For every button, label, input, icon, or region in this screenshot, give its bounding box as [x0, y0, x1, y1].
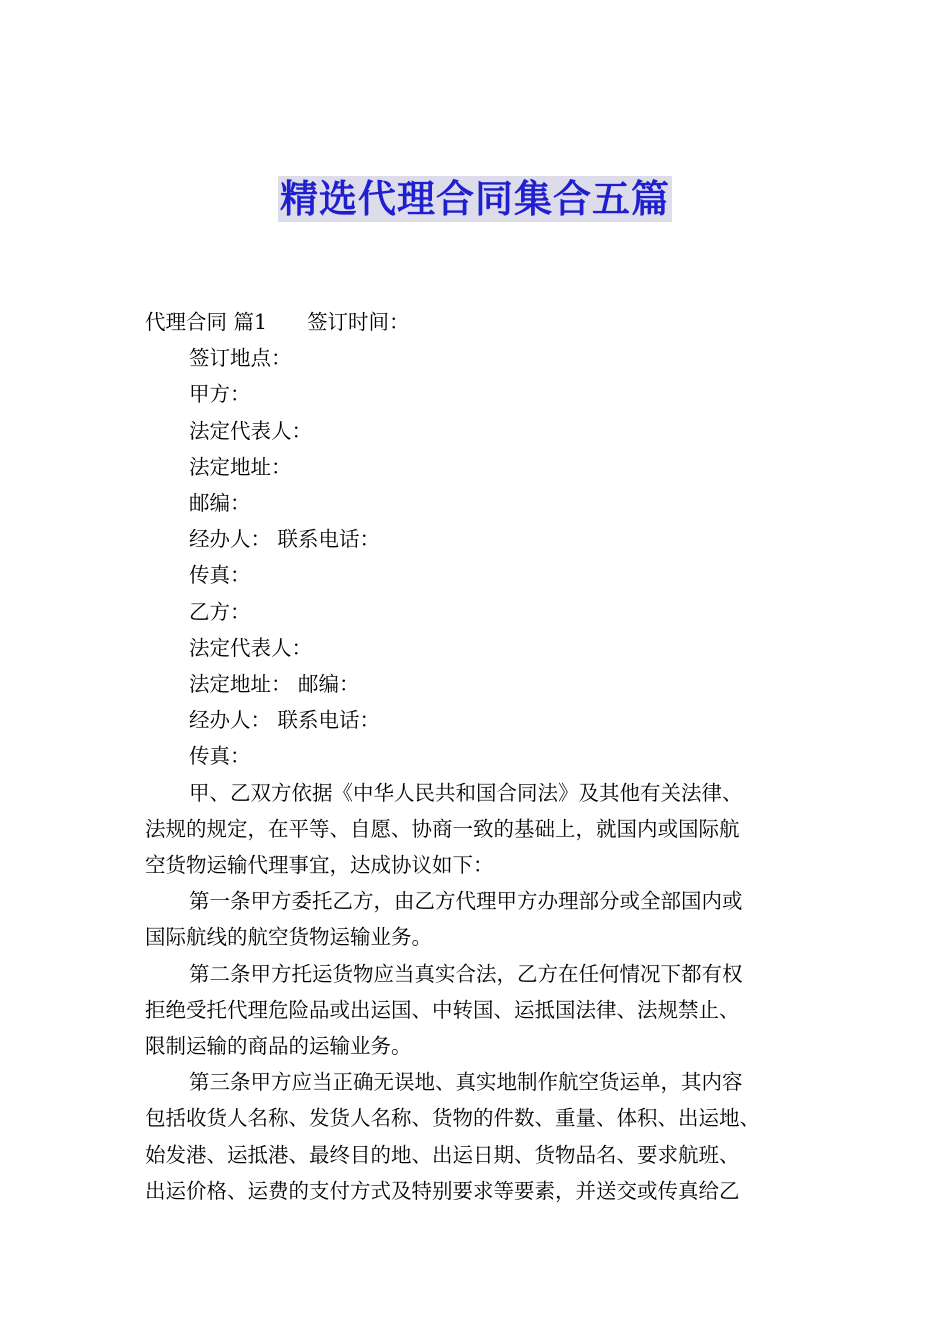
signing-time-label: 签订时间：: [307, 310, 410, 334]
paragraph-line: 始发港、运抵港、最终目的地、出运日期、货物品名、要求航班、: [145, 1142, 740, 1167]
paragraph-line: 第三条甲方应当正确无误地、真实地制作航空货运单，其内容: [189, 1070, 743, 1095]
field-line: 法定地址： 邮编：: [189, 672, 360, 697]
document-title: 精选代理合同集合五篇: [279, 177, 670, 221]
field-line: 经办人： 联系电话：: [189, 527, 381, 552]
field-line: 乙方：: [189, 599, 251, 624]
field-line: 传真：: [189, 744, 251, 769]
field-line: 法定代表人：: [189, 635, 312, 660]
paragraph-line: 国际航线的航空货物运输业务。: [145, 925, 432, 950]
field-line: 传真：: [189, 563, 251, 588]
contract-number: 代理合同 篇1: [145, 310, 268, 334]
paragraph-line: 法规的规定，在平等、自愿、协商一致的基础上，就国内或国际航: [145, 816, 740, 841]
title-container: [0, 176, 950, 222]
paragraph-line: 限制运输的商品的运输业务。: [145, 1034, 412, 1059]
paragraph-article-3: [145, 1064, 835, 1209]
document-body: [145, 304, 835, 1209]
header-line: [145, 304, 835, 340]
field-line: 甲方：: [189, 382, 251, 407]
paragraph-line: 空货物运输代理事宜，达成协议如下：: [145, 853, 494, 878]
field-line: 邮编：: [189, 491, 251, 516]
paragraph-line: 包括收货人名称、发货人名称、货物的件数、重量、体积、出运地、: [145, 1106, 760, 1131]
field-line: 签订地点：: [189, 346, 292, 371]
paragraph-line: 第一条甲方委托乙方，由乙方代理甲方办理部分或全部国内或: [189, 889, 743, 914]
paragraph-article-2: [145, 956, 835, 1065]
paragraph-line: 甲、乙双方依据《中华人民共和国合同法》及其他有关法律、: [189, 780, 743, 805]
paragraph-article-1: [145, 883, 835, 955]
field-line: 法定代表人：: [189, 418, 312, 443]
paragraph-preamble: [145, 775, 835, 884]
paragraph-line: 第二条甲方托运货物应当真实合法，乙方在任何情况下都有权: [189, 961, 743, 986]
paragraph-line: 拒绝受托代理危险品或出运国、中转国、运抵国法律、法规禁止、: [145, 997, 740, 1022]
field-line: 经办人： 联系电话：: [189, 708, 381, 733]
field-line: 法定地址：: [189, 454, 292, 479]
paragraph-line: 出运价格、运费的支付方式及特别要求等要素，并送交或传真给乙: [145, 1178, 740, 1203]
